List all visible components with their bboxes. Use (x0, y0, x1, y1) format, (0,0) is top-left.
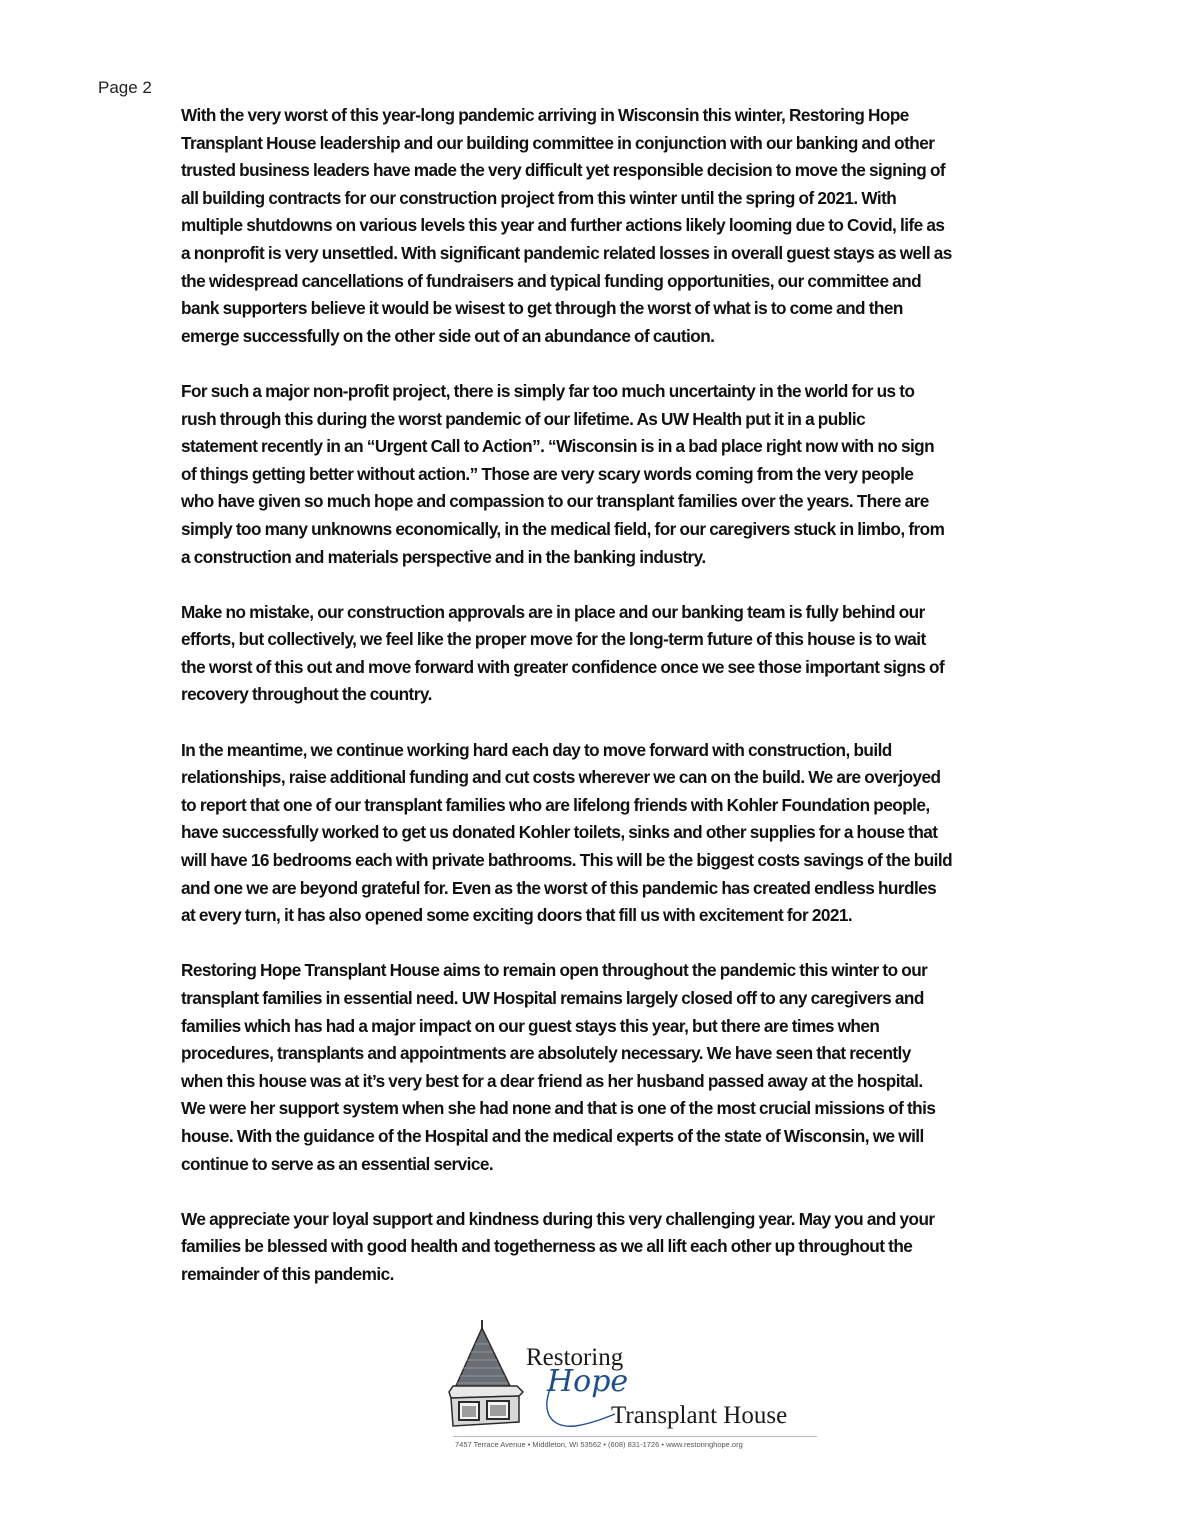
text-line: multiple shutdowns on various levels this year and further actions likely looming due to Covid, life as (181, 215, 945, 236)
text-line: of things getting better without action.” Those are very scary words coming from the very people (181, 463, 914, 484)
logo-divider (453, 1436, 817, 1437)
text-line: For such a major non-profit project, there is simply far too much uncertainty in the world for us to (181, 380, 915, 401)
text-line: the widespread cancellations of fundraisers and typical funding opportunities, our committee and (181, 270, 922, 291)
logo-text-hope: Hope (547, 1364, 629, 1399)
text-line: statement recently in an “Urgent Call to Action”. “Wisconsin is in a bad place right now with no sign (181, 436, 935, 457)
text-line: to report that one of our transplant families who are lifelong friends with Kohler Foundation people, (181, 794, 930, 815)
text-line: who have given so much hope and compassion to our transplant families over the years. There are (181, 491, 929, 512)
paragraph (181, 1206, 1096, 1289)
text-line: remainder of this pandemic. (181, 1263, 394, 1284)
text-line: the worst of this out and move forward with greater confidence once we see those important signs of (181, 656, 945, 677)
text-line: We appreciate your loyal support and kindness during this very challenging year. May you and your (181, 1208, 935, 1229)
text-line: We were her support system when she had none and that is one of the most crucial missions of this (181, 1098, 936, 1119)
logo-address: 7457 Terrace Avenue • Middleton, WI 53562 • (608) 831-1726 • www.restoringhope.org (455, 1440, 743, 1449)
text-line: rush through this during the worst pandemic of our lifetime. As UW Health put it in a public (181, 408, 866, 429)
text-line: In the meantime, we continue working hard each day to move forward with construction, build (181, 739, 892, 760)
text-line: a construction and materials perspective and in the banking industry. (181, 546, 706, 567)
organization-logo (445, 1318, 817, 1458)
house-turret-icon (445, 1318, 535, 1430)
text-line: continue to serve as an essential service. (181, 1153, 494, 1174)
text-line: procedures, transplants and appointments are absolutely necessary. We have seen that recently (181, 1043, 911, 1064)
logo-text-restoring: Restoring (526, 1344, 624, 1371)
text-line: when this house was at it’s very best for a dear friend as her husband passed away at the hospital. (181, 1070, 923, 1091)
paragraph (181, 957, 1096, 1178)
text-line: relationships, raise additional funding and cut costs wherever we can on the build. We are overjoyed (181, 767, 941, 788)
page-number: Page 2 (98, 78, 152, 97)
text-line: bank supporters believe it would be wisest to get through the worst of what is to come and then (181, 298, 903, 319)
text-line: all building contracts for our construction project from this winter until the spring of 2021. With (181, 187, 897, 208)
text-line: Transplant House leadership and our building committee in conjunction with our banking and other (181, 132, 935, 153)
text-line: at every turn, it has also opened some exciting doors that fill us with excitement for 2021. (181, 905, 853, 926)
text-line: recovery throughout the country. (181, 684, 432, 705)
text-line: families be blessed with good health and togetherness as we all lift each other up throughout the (181, 1236, 913, 1257)
logo-text-transplant-house: Transplant House (611, 1402, 788, 1429)
text-line: Make no mistake, our construction approvals are in place and our banking team is fully behind our (181, 601, 925, 622)
text-line: have successfully worked to get us donated Kohler toilets, sinks and other supplies for a house that (181, 822, 938, 843)
text-line: transplant families in essential need. UW Hospital remains largely closed off to any caregivers and (181, 988, 924, 1008)
text-line: will have 16 bedrooms each with private bathrooms. This will be the biggest costs savings of the build (181, 850, 953, 871)
paragraph (181, 378, 1096, 571)
text-line: With the very worst of this year-long pandemic arriving in Wisconsin this winter, Restoring Hope (181, 105, 909, 125)
text-line: a nonprofit is very unsettled. With significant pandemic related losses in overall guest stays as well as (181, 242, 952, 263)
text-line: efforts, but collectively, we feel like the proper move for the long-term future of this house is to wait (181, 629, 926, 650)
text-line: simply too many unknowns economically, in the medical field, for our caregivers stuck in limbo, from (181, 518, 945, 539)
text-line: emerge successfully on the other side out of an abundance of caution. (181, 325, 715, 346)
paragraph (181, 102, 1096, 350)
text-line: trusted business leaders have made the very difficult yet responsible decision to move the signing of (181, 160, 946, 181)
paragraph (181, 599, 1096, 709)
text-line: Restoring Hope Transplant House aims to remain open throughout the pandemic this winter to our (181, 960, 928, 981)
text-line: and one we are beyond grateful for. Even as the worst of this pandemic has created endless hurdles (181, 877, 937, 898)
text-line: house. With the guidance of the Hospital and the medical experts of the state of Wisconsin, we will (181, 1125, 924, 1146)
text-line: families which has had a major impact on our guest stays this year, but there are times when (181, 1015, 880, 1036)
letter-body (181, 102, 1096, 1316)
paragraph (181, 737, 1096, 930)
